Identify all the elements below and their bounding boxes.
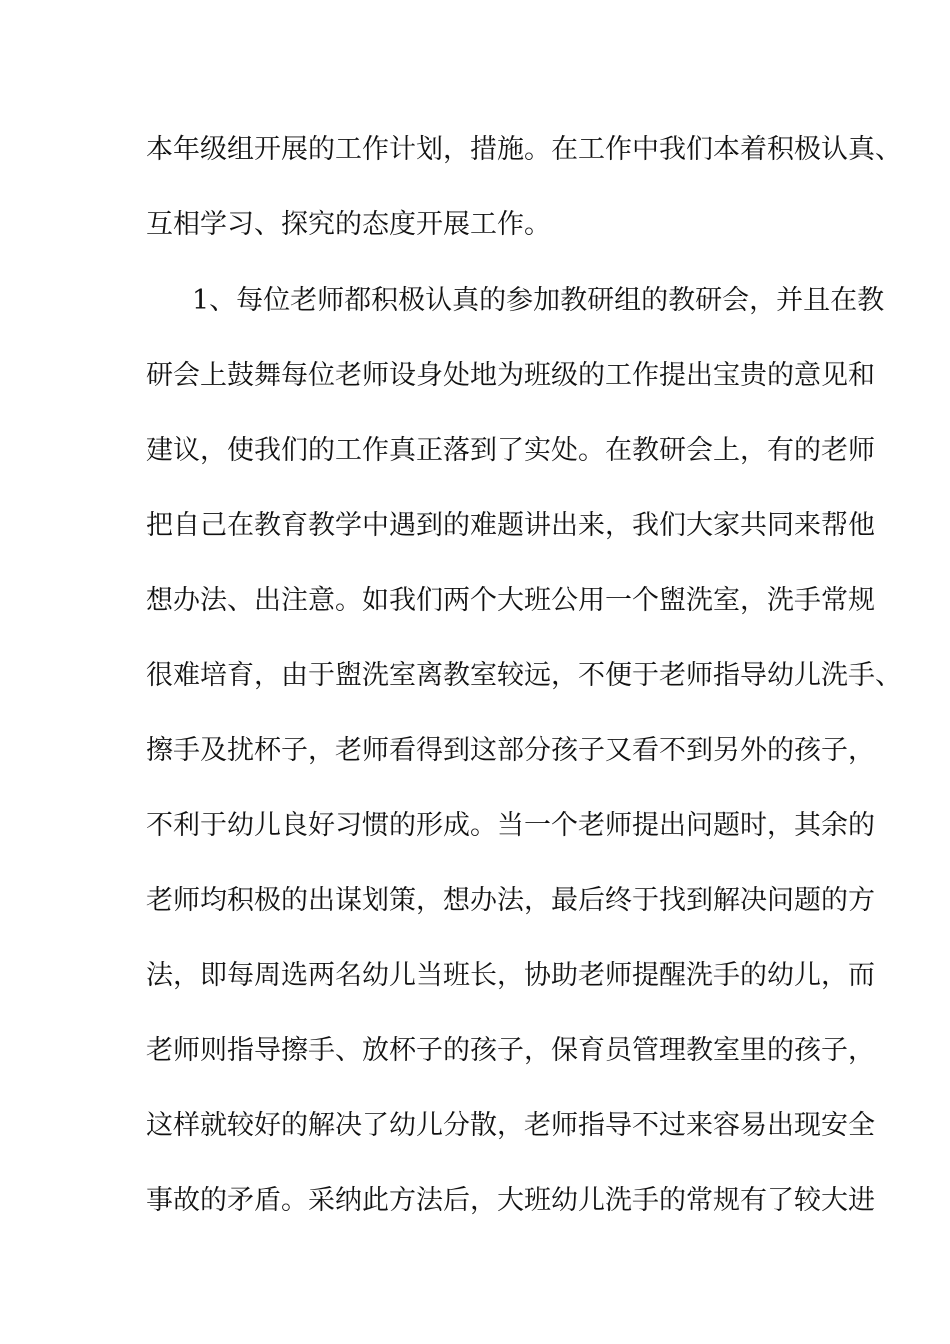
text-line-11: 老师均积极的出谋划策，想办法，最后终于找到解决问题的方	[146, 885, 875, 916]
text-line-15: 事故的矛盾。采纳此方法后，大班幼儿洗手的常规有了较大进	[146, 1185, 875, 1216]
text-line-10: 不利于幼儿良好习惯的形成。当一个老师提出问题时，其余的	[146, 810, 875, 841]
text-line-3: 1、每位老师都积极认真的参加教研组的教研会，并且在教	[192, 285, 885, 316]
text-line-2: 互相学习、探究的态度开展工作。	[146, 209, 551, 240]
text-line-1: 本年级组开展的工作计划，措施。在工作中我们本着积极认真、	[146, 134, 902, 165]
text-line-14: 这样就较好的解决了幼儿分散，老师指导不过来容易出现安全	[146, 1110, 875, 1141]
text-line-9: 擦手及扰杯子，老师看得到这部分孩子又看不到另外的孩子，	[146, 735, 875, 766]
text-line-6: 把自己在教育教学中遇到的难题讲出来，我们大家共同来帮他	[146, 510, 875, 541]
text-line-13: 老师则指导擦手、放杯子的孩子，保育员管理教室里的孩子，	[146, 1035, 875, 1066]
text-line-12: 法，即每周选两名幼儿当班长，协助老师提醒洗手的幼儿，而	[146, 960, 875, 991]
text-line-5: 建议，使我们的工作真正落到了实处。在教研会上，有的老师	[146, 435, 875, 466]
text-line-4: 研会上鼓舞每位老师设身处地为班级的工作提出宝贵的意见和	[146, 360, 875, 391]
text-line-7: 想办法、出注意。如我们两个大班公用一个盥洗室，洗手常规	[146, 585, 875, 616]
text-line-8: 很难培育，由于盥洗室离教室较远，不便于老师指导幼儿洗手、	[146, 660, 902, 691]
